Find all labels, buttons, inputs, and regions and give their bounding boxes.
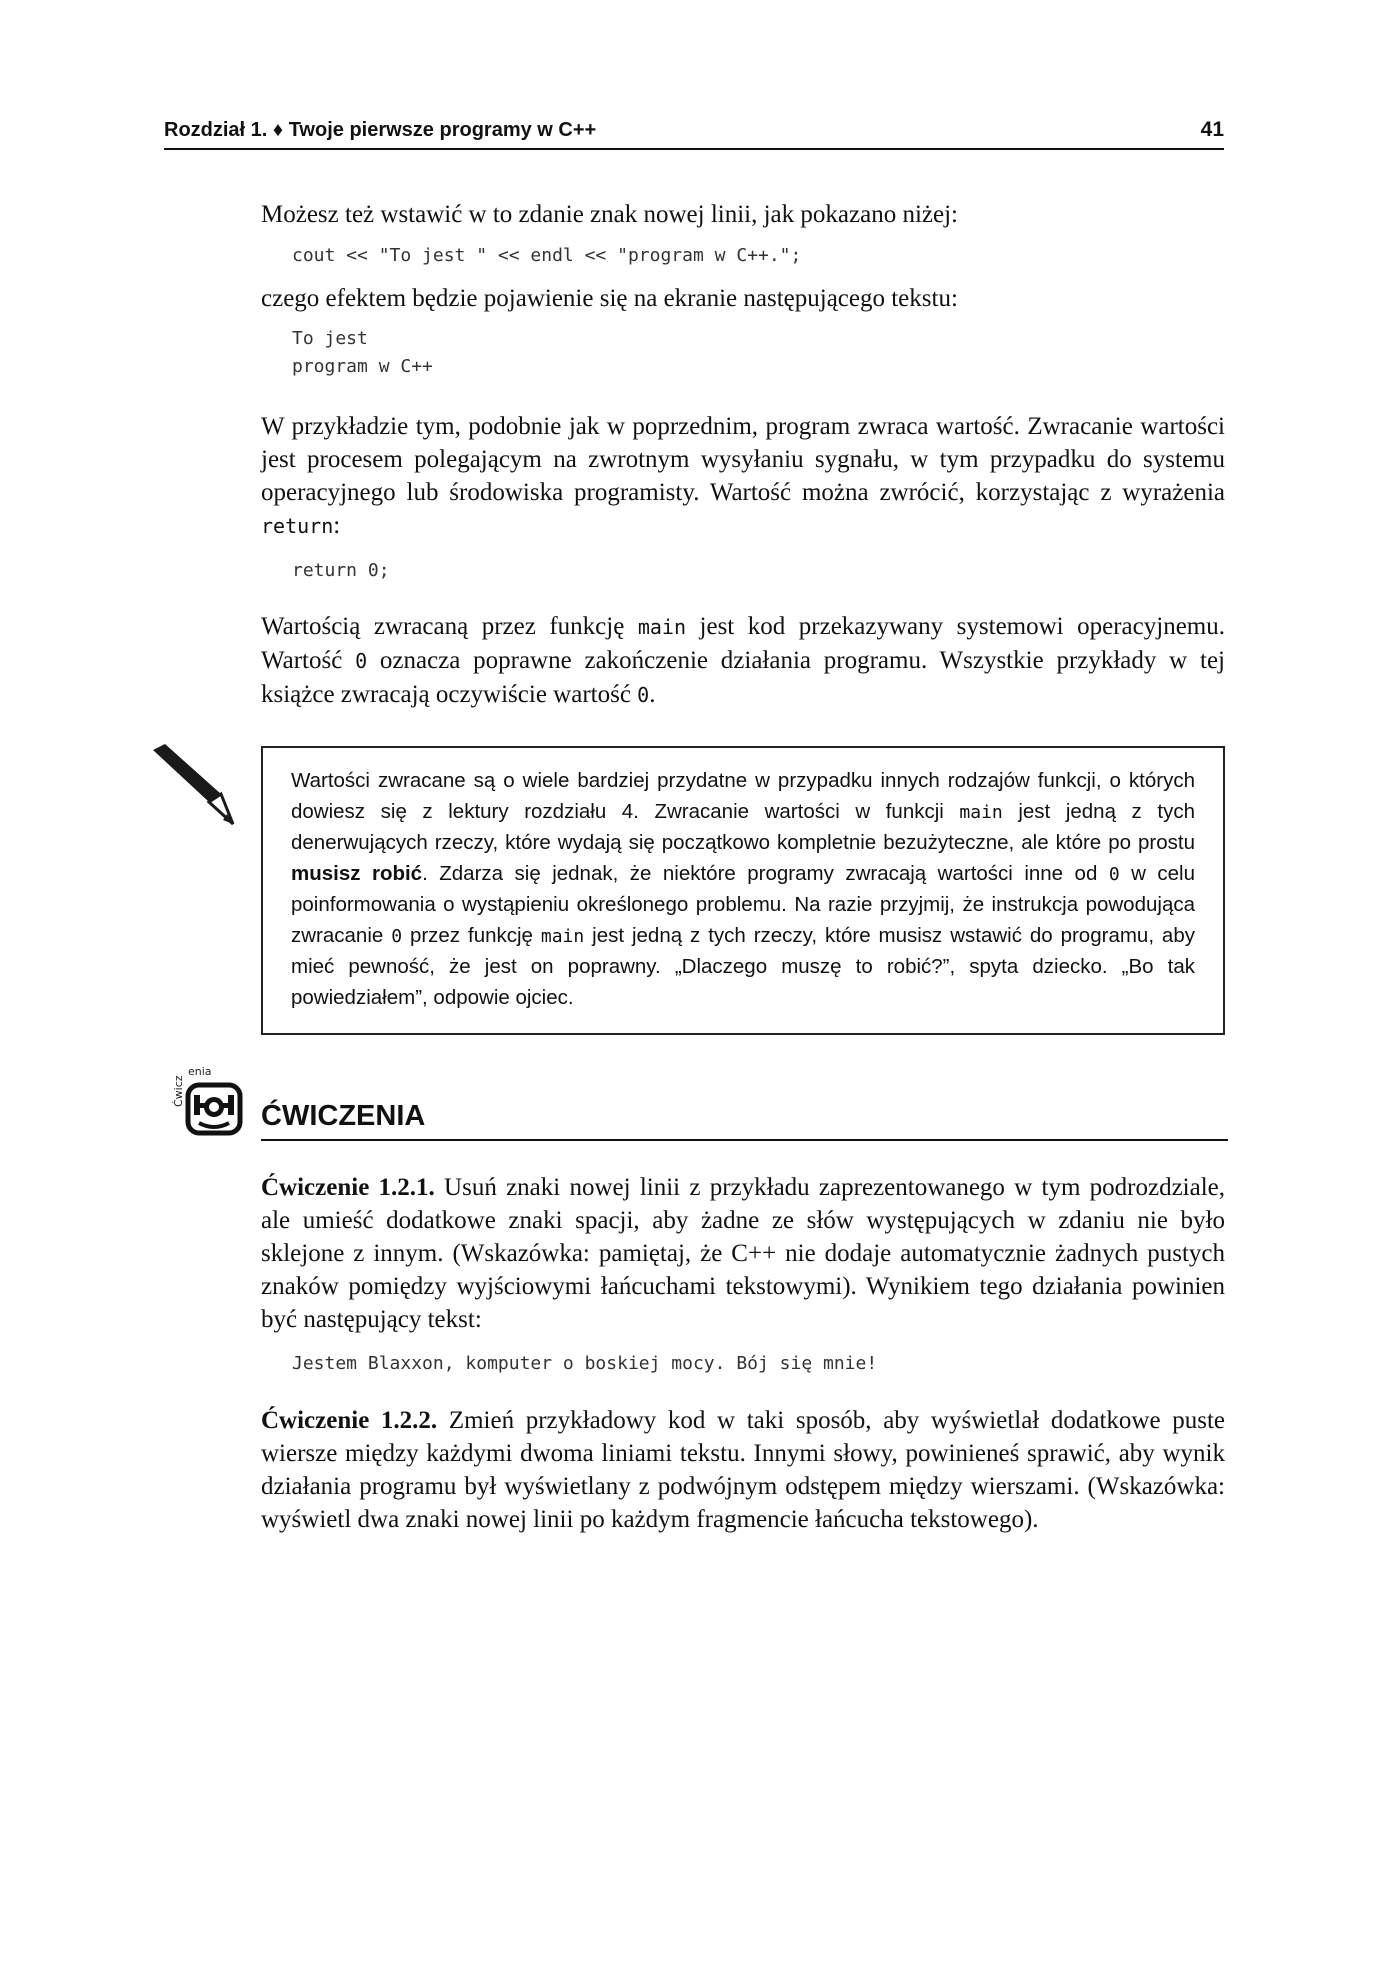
page-content xyxy=(172,198,1225,1536)
pencil-icon xyxy=(149,744,239,830)
inline-code: 0 xyxy=(391,925,403,947)
inline-code: 0 xyxy=(1108,863,1120,885)
paragraph-effect: czego efektem będzie pojawienie się na ekranie następującego tekstu: xyxy=(261,285,958,312)
inline-code: main xyxy=(637,615,687,639)
diamond-separator: ♦ xyxy=(272,119,284,141)
inline-code: main xyxy=(540,925,585,947)
note-block xyxy=(261,746,1225,1035)
program-output: To jest program w C++ xyxy=(292,328,433,377)
running-header xyxy=(164,118,1224,150)
section-title: ĆWICZENIA xyxy=(261,1100,1228,1141)
page-number: 41 xyxy=(1200,118,1224,141)
exercise-1-2-2: Ćwiczenie 1.2.2. Zmień przykładowy kod w taki sposób, aby wyświetlał dodatkowe puste wiersze między każdymi dwoma liniami tekstu. Innymi słowy, powinieneś sprawić, aby wynik działania programu był wyświetlany z podwójnym odstępem między wierszami. (Wskazówka: wyświetl dwa znaki nowej linii po każdym fragmencie łańcucha tekstowego). xyxy=(261,1407,1225,1533)
inline-code: return xyxy=(261,514,334,538)
paragraph-main-return: Wartością zwracaną przez funkcję main jest kod przekazywany systemowi operacyjnemu. Wartość 0 oznacza poprawne zakończenie działania programu. Wszystkie przykłady w tej książce zwracają oczywiście wartość 0. xyxy=(261,613,1225,708)
inline-code: 0 xyxy=(355,649,368,673)
code-example-cout: cout << "To jest " << endl << "program w C++."; xyxy=(292,245,802,266)
note-box: Wartości zwracane są o wiele bardziej przydatne w przypadku innych rodzajów funkcji, o których dowiesz się z lektury rozdziału 4. Zwracanie wartości w funkcji main jest jedną z tych denerwujących rzeczy, które wydają się początkowo kompletnie bezużyteczne, ale które po prostu musisz robić. Zdarza się jednak, że niektóre programy zwracają wartości inne od 0 w celu poinformowania o wystąpieniu określonego problemu. Na razie przyjmij, że instrukcja powodująca zwracanie 0 przez funkcję main jest jedną z tych rzeczy, które musisz wstawić do programu, aby mieć pewność, że jest on poprawny. „Dlaczego muszę to robić?”, spyta dziecko. „Bo tak powiedziałem”, odpowie ojciec. xyxy=(261,746,1225,1035)
exercises-icon xyxy=(166,1061,246,1143)
icon-label-vertical: Ćwicz xyxy=(172,1075,185,1107)
inline-code: main xyxy=(959,801,1003,823)
exercise-heading: Ćwiczenie 1.2.2. xyxy=(261,1407,438,1434)
emphasis: musisz robić xyxy=(291,861,423,885)
paragraph-return-value: W przykładzie tym, podobnie jak w poprzednim, program zwraca wartość. Zwracanie wartości jest procesem polegającym na zwrotnym wysyłaniu sygnału, w tym przypadku do systemu operacyjnego lub środowiska programisty. Wartość można zwrócić, korzystając z wyrażenia return: xyxy=(261,413,1225,539)
paragraph-intro: Możesz też wstawić w to zdanie znak nowej linii, jak pokazano niżej: xyxy=(261,201,958,228)
inline-code: 0 xyxy=(637,683,650,707)
header-chapter-title: Rozdział 1. ♦ Twoje pierwsze programy w C++ xyxy=(164,119,597,141)
exercise-1-2-1: Ćwiczenie 1.2.1. Usuń znaki nowej linii z przykładu zaprezentowanego w tym podrozdziale, ale umieść dodatkowe znaki spacji, aby żadne ze słów występujących w zdaniu nie było sklejone z innym. (Wskazówka: pamiętaj, że C++ nie dodaje automatycznie żadnych pustych znaków pomiędzy wyjściowymi łańcuchami tekstowymi). Wynikiem tego działania powinien być następujący tekst: xyxy=(261,1174,1225,1333)
icon-label-horizontal: enia xyxy=(188,1065,212,1078)
exercise-heading: Ćwiczenie 1.2.1. xyxy=(261,1174,435,1201)
exercise-expected-output: Jestem Blaxxon, komputer o boskiej mocy. Bój się mnie! xyxy=(292,1353,878,1374)
code-example-return: return 0; xyxy=(292,560,390,581)
exercises-section-header xyxy=(172,1065,1225,1141)
